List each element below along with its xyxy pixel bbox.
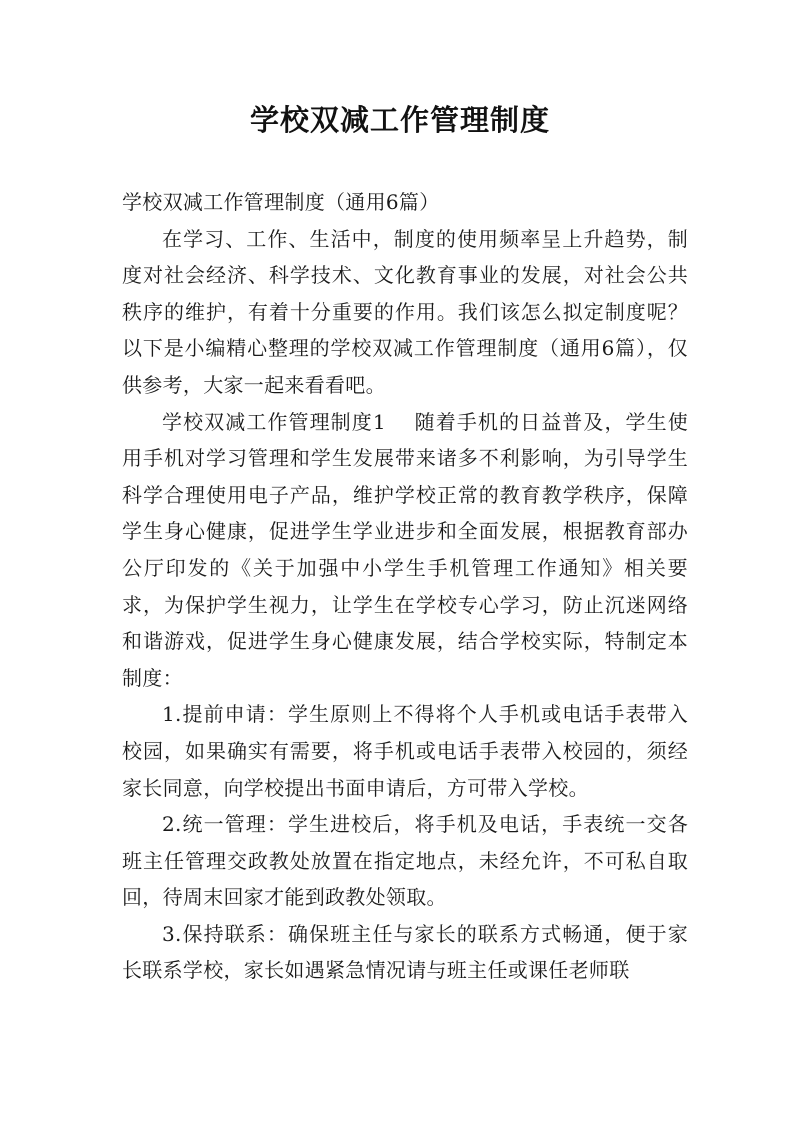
rule-item-2: 2.统一管理：学生进校后，将手机及电话，手表统一交各班主任管理交政教处放置在指定地点，未经允许，不可私自取回，待周末回家才能到政教处领取。 (122, 812, 688, 910)
document-subtitle: 学校双减工作管理制度（通用6篇） (122, 190, 440, 214)
document-title: 学校双减工作管理制度 (249, 103, 550, 137)
section-1-heading: 学校双减工作管理制度1 (162, 409, 386, 434)
intro-paragraph: 在学习、工作、生活中，制度的使用频率呈上升趋势，制度对社会经济、科学技术、文化教育事业的发展，对社会公共秩序的维护，有着十分重要的作用。我们该怎么拟定制度呢？以下是小编精心整理的学校双减工作管理制度（通用6篇），仅供参考，大家一起来看看吧。 (122, 226, 688, 397)
rule-item-1: 1.提前申请：学生原则上不得将个人手机或电话手表带入校园，如果确实有需要，将手机或电话手表带入校园的，须经家长同意，向学校提出书面申请后，方可带入学校。 (122, 702, 688, 800)
section-1-paragraph (122, 404, 688, 697)
document-body (122, 184, 688, 989)
section-1-body: 随着手机的日益普及，学生使用手机对学习管理和学生发展带来诸多不利影响，为引导学生科学合理使用电子产品，维护学校正常的教育教学秩序，保障学生身心健康，促进学生学业进步和全面发展，根据教育部办公厅印发的《关于加强中小学生手机管理工作通知》相关要求，为保护学生视力，让学生在学校专心学习，防止沉迷网络和谐游戏，促进学生身心健康发展，结合学校实际，特制定本制度： (122, 409, 688, 690)
rule-item-3: 3.保持联系：确保班主任与家长的联系方式畅通，便于家长联系学校，家长如遇紧急情况请与班主任或课任老师联 (122, 921, 688, 983)
